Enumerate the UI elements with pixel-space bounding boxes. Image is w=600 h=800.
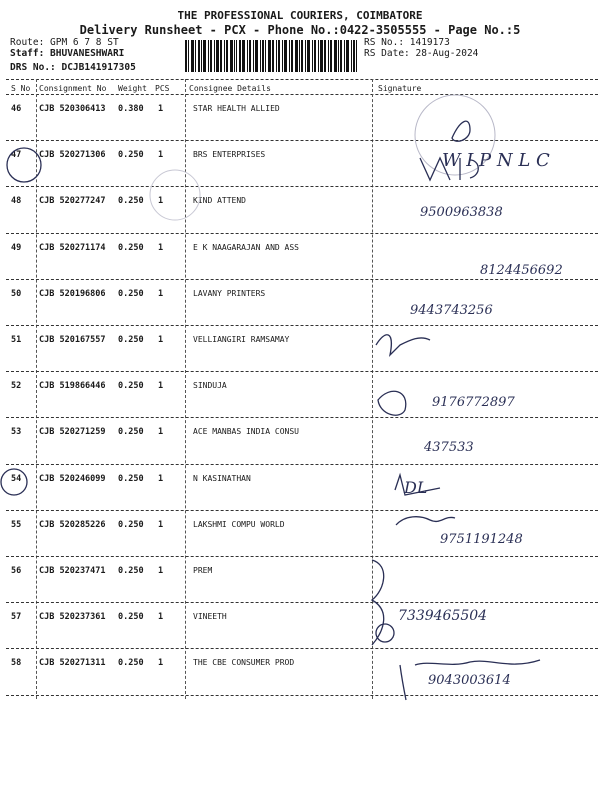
pieces-count: 1 bbox=[158, 612, 164, 623]
consignee-name: VINEETH bbox=[193, 612, 227, 622]
weight-value: 0.250 bbox=[118, 566, 144, 576]
serial-number: 53 bbox=[11, 427, 22, 438]
serial-number: 49 bbox=[11, 242, 22, 253]
weight-value: 0.250 bbox=[118, 381, 144, 392]
pieces-count: 1 bbox=[158, 335, 164, 345]
handwritten-note: W I P N L C bbox=[442, 150, 550, 171]
serial-number: 57 bbox=[11, 612, 22, 623]
serial-number: 56 bbox=[11, 566, 22, 576]
pieces-count: 1 bbox=[158, 242, 164, 253]
rs-number: RS No.: 1419173 bbox=[364, 37, 450, 48]
runsheet-subtitle: Delivery Runsheet - PCX - Phone No.:0422-3505555 - Page No.:5 bbox=[79, 23, 521, 37]
consignment-number: CJB 520285226 bbox=[39, 519, 106, 530]
handwritten-phone: 437533 bbox=[424, 440, 474, 455]
consignee-name: STAR HEALTH ALLIED bbox=[193, 104, 280, 113]
handwritten-phone: 9500963838 bbox=[420, 205, 503, 220]
serial-number: 47 bbox=[11, 150, 22, 161]
handwritten-phone: 8124456692 bbox=[480, 263, 563, 278]
weight-value: 0.250 bbox=[118, 196, 144, 207]
weight-value: 0.250 bbox=[118, 473, 144, 484]
consignee-name: KIND ATTEND bbox=[193, 196, 246, 206]
weight-value: 0.250 bbox=[118, 612, 144, 623]
consignment-number: CJB 520196806 bbox=[39, 288, 106, 299]
weight-value: 0.250 bbox=[118, 242, 144, 253]
circle-mark bbox=[1, 469, 27, 495]
consignment-number: CJB 520167557 bbox=[39, 335, 106, 345]
signature-scribble bbox=[452, 121, 470, 141]
serial-number: 50 bbox=[11, 288, 22, 299]
weight-value: 0.380 bbox=[118, 104, 144, 114]
consignment-number: CJB 520271311 bbox=[39, 658, 106, 669]
serial-number: 55 bbox=[11, 519, 22, 530]
consignee-name: BRS ENTERPRISES bbox=[193, 150, 266, 160]
signature-scribble bbox=[376, 335, 430, 355]
stamp-mark bbox=[150, 170, 200, 220]
consignee-name: E K NAAGARAJAN AND ASS bbox=[193, 242, 299, 252]
handwritten-phone: 9751191248 bbox=[440, 532, 523, 547]
drs-number: DRS No.: DCJB141917305 bbox=[10, 62, 136, 73]
col-header-signature: Signature bbox=[378, 84, 422, 93]
serial-number: 54 bbox=[11, 473, 22, 484]
signature-scribble bbox=[378, 391, 406, 415]
col-header-weight: Weight bbox=[118, 84, 147, 93]
company-title: THE PROFESSIONAL COURIERS, COIMBATORE bbox=[177, 9, 423, 22]
consignee-name: PREM bbox=[193, 566, 213, 575]
handwritten-initials: DL bbox=[404, 478, 428, 497]
signature-scribble bbox=[396, 517, 455, 525]
consignment-number: CJB 520246099 bbox=[39, 473, 106, 484]
serial-number: 52 bbox=[11, 381, 22, 392]
col-header-consignee: Consignee Details bbox=[189, 84, 271, 93]
consignment-number: CJB 520237471 bbox=[39, 566, 106, 576]
pieces-count: 1 bbox=[158, 196, 164, 207]
consignee-name: LAVANY PRINTERS bbox=[193, 288, 266, 298]
consignment-number: CJB 520277247 bbox=[39, 196, 106, 207]
consignment-number: CJB 520271259 bbox=[39, 427, 106, 438]
pieces-count: 1 bbox=[158, 104, 164, 114]
handwritten-phone: 7339465504 bbox=[398, 608, 488, 624]
handwritten-phone: 9443743256 bbox=[410, 303, 493, 318]
route-info: Route: GPM 6 7 8 ST bbox=[10, 37, 119, 48]
pieces-count: 1 bbox=[158, 381, 164, 392]
pieces-count: 1 bbox=[158, 519, 164, 530]
pieces-count: 1 bbox=[158, 473, 164, 484]
circle-mark bbox=[7, 148, 41, 182]
weight-value: 0.250 bbox=[118, 288, 144, 299]
consignment-number: CJB 520271174 bbox=[39, 242, 106, 253]
weight-value: 0.250 bbox=[118, 150, 144, 161]
weight-value: 0.250 bbox=[118, 658, 144, 669]
weight-value: 0.250 bbox=[118, 335, 144, 345]
consignee-name: SINDUJA bbox=[193, 381, 227, 391]
consignee-name: ACE MANBAS INDIA CONSU bbox=[193, 427, 299, 437]
pieces-count: 1 bbox=[158, 150, 164, 161]
serial-number: 46 bbox=[11, 104, 22, 114]
bracket-mark bbox=[372, 560, 384, 645]
col-header-sno: S No bbox=[11, 84, 31, 93]
consignment-number: CJB 519866446 bbox=[39, 381, 106, 392]
pieces-count: 1 bbox=[158, 288, 164, 299]
weight-value: 0.250 bbox=[118, 427, 144, 438]
rs-date: RS Date: 28-Aug-2024 bbox=[364, 48, 479, 59]
col-header-consignment: Consignment No bbox=[39, 84, 107, 93]
serial-number: 58 bbox=[11, 658, 22, 669]
consignment-number: CJB 520306413 bbox=[39, 104, 106, 114]
consignment-number: CJB 520271306 bbox=[39, 150, 106, 161]
serial-number: 48 bbox=[11, 196, 22, 207]
handwritten-phone: 9043003614 bbox=[428, 673, 511, 688]
pieces-count: 1 bbox=[158, 566, 164, 576]
col-header-pcs: PCS bbox=[155, 84, 170, 93]
handwritten-phone: 9176772897 bbox=[432, 395, 515, 410]
staff-info: Staff: BHUVANESHWARI bbox=[10, 48, 125, 59]
weight-value: 0.250 bbox=[118, 519, 144, 530]
serial-number: 51 bbox=[11, 335, 22, 345]
circle-mark bbox=[376, 624, 394, 642]
pieces-count: 1 bbox=[158, 427, 164, 438]
consignee-name: THE CBE CONSUMER PROD bbox=[193, 658, 295, 668]
consignee-name: N KASINATHAN bbox=[193, 473, 251, 483]
consignee-name: LAKSHMI COMPU WORLD bbox=[193, 519, 285, 529]
consignee-name: VELLIANGIRI RAMSAMAY bbox=[193, 335, 290, 344]
pieces-count: 1 bbox=[158, 658, 164, 669]
consignment-number: CJB 520237361 bbox=[39, 612, 106, 623]
